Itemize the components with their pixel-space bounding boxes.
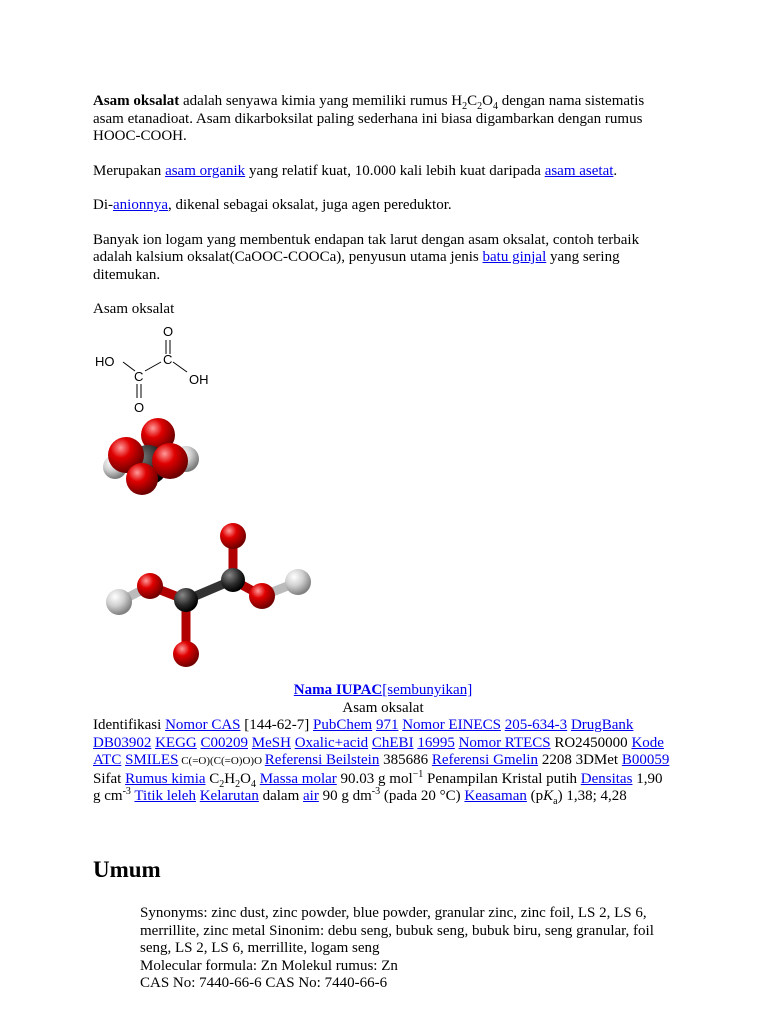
structure-caption: Asam oksalat [93, 301, 175, 317]
value-text: Penampilan Kristal putih [423, 770, 581, 787]
link-kode-atc[interactable]: Kode ATC [93, 734, 664, 768]
subscript: a [553, 796, 558, 807]
smiles-value: C(=O)(C(=O)O)O [178, 755, 265, 767]
synonyms-line: Synonyms: zinc dust, zinc powder, blue powder, granular zinc, zinc foil, LS 2, LS 6, merrillite, zinc metal Sinonim: debu seng, bubuk seng, bubuk biru, seng granular, foil seng, LS 2, LS 6, merrillite, logam seng [140, 905, 654, 956]
ball-and-stick-model-image [102, 522, 318, 672]
paragraph-text: , dikenal sebagai oksalat, juga agen pereduktor. [167, 197, 452, 213]
link-massa-molar[interactable]: Massa molar [259, 770, 337, 787]
paragraph-text: Di- [93, 197, 113, 213]
article-body [93, 93, 673, 319]
intro-text: C [467, 93, 478, 109]
link-keasaman[interactable]: Keasaman [464, 788, 527, 804]
link-asam-organik[interactable]: asam organik [165, 162, 246, 179]
link-densitas[interactable]: Densitas [580, 770, 633, 787]
link-kegg[interactable]: KEGG [155, 734, 197, 751]
formula-text: C [205, 770, 220, 787]
compound-name: Asam oksalat [93, 93, 180, 109]
link-gmelin[interactable]: Referensi Gmelin [431, 752, 539, 768]
paragraph-text: Merupakan [93, 162, 166, 179]
link-3dmet-value[interactable]: B00059 [621, 752, 670, 768]
iupac-header [93, 682, 673, 700]
link-einecs-value[interactable]: 205-634-3 [504, 717, 568, 733]
iupac-name: Asam oksalat [342, 699, 424, 716]
link-mesh-value[interactable]: Oxalic+acid [294, 734, 369, 751]
link-air[interactable]: air [303, 788, 319, 804]
formula-text: O [240, 770, 251, 787]
value-text: 90 g dm [318, 788, 372, 804]
value-text: (pada 20 °C) [380, 788, 465, 804]
cas-number-line: CAS No: 7440-66-6 CAS No: 7440-66-6 [140, 975, 388, 991]
atom-label: C [134, 369, 144, 384]
value-text: RO2450000 [550, 734, 632, 751]
molecular-formula-line: Molecular formula: Zn Molekul rumus: Zn [140, 957, 398, 974]
toggle-hide-link[interactable]: [sembunyikan] [382, 682, 473, 698]
paragraph-text: yang relatif kuat, 10.000 kali lebih kuat daripada [245, 162, 545, 179]
space-filling-model-image [98, 417, 208, 497]
link-mesh[interactable]: MeSH [251, 734, 291, 751]
value-text: dalam [258, 788, 303, 804]
superscript: −1 [412, 768, 424, 780]
intro-text: dengan nama sistematis asam etanadioat. Asam dikarboksilat paling sederhana ini biasa digambarkan dengan rumus HOOC-COOH. [93, 93, 645, 144]
link-kegg-value[interactable]: C00209 [200, 734, 249, 751]
link-rumus-kimia[interactable]: Rumus kimia [125, 770, 206, 787]
label-text: Identifikasi [93, 717, 166, 733]
subscript: 2 [235, 778, 241, 790]
value-text: 385686 [379, 752, 432, 768]
link-asam-asetat[interactable]: asam asetat [544, 162, 614, 179]
link-kelarutan[interactable]: Kelarutan [199, 788, 259, 804]
value-text: 90.03 g mol [336, 770, 413, 787]
umum-section [140, 905, 680, 993]
atom-label: OH [189, 372, 209, 387]
value-text: 2208 3DMet [538, 752, 622, 768]
metal-ion-paragraph [93, 232, 673, 285]
label-text: Sifat [93, 770, 126, 787]
link-batu-ginjal[interactable]: batu ginjal [482, 249, 547, 265]
value-text: [144-62-7] [240, 717, 313, 733]
bond-line [173, 362, 187, 372]
atom-label: O [134, 400, 145, 415]
link-titik-leleh[interactable]: Titik leleh [134, 788, 196, 804]
link-pubchem-value[interactable]: 971 [375, 717, 399, 733]
link-chebi[interactable]: ChEBI [371, 734, 414, 751]
anion-paragraph [93, 197, 673, 215]
link-chebi-value[interactable]: 16995 [417, 734, 455, 751]
superscript: -3 [371, 786, 381, 797]
section-heading-umum: Umum [93, 857, 161, 882]
superscript: -3 [122, 786, 131, 797]
link-beilstein[interactable]: Referensi Beilstein [264, 752, 380, 768]
subscript: 2 [462, 101, 468, 112]
link-anionnya[interactable]: anionnya [113, 197, 168, 213]
link-drugbank[interactable]: DrugBank [570, 717, 634, 733]
intro-text: adalah senyawa kimia yang memiliki rumus H [179, 93, 463, 109]
value-text: (p [530, 788, 544, 804]
paragraph-text: Banyak ion logam yang membentuk endapan tak larut dengan asam oksalat, contoh terbaik adalah kalsium oksalat(CaOOC-COOCa), penyusun utama jenis [93, 231, 640, 265]
link-nama-iupac[interactable]: Nama IUPAC [293, 682, 383, 698]
value-text: K [543, 788, 554, 804]
link-nomor-cas[interactable]: Nomor CAS [165, 717, 241, 733]
link-smiles[interactable]: SMILES [125, 752, 179, 768]
infobox [93, 682, 673, 806]
link-drugbank-value[interactable]: DB03902 [93, 734, 152, 751]
acid-strength-paragraph [93, 163, 673, 181]
intro-text: O [482, 93, 493, 109]
link-rtecs[interactable]: Nomor RTECS [458, 734, 551, 751]
structural-formula-image [93, 322, 223, 417]
atom-label: O [163, 324, 174, 339]
subscript: 4 [250, 778, 256, 790]
link-einecs[interactable]: Nomor EINECS [402, 717, 501, 733]
value-text: 1,90 g cm [93, 770, 663, 804]
atom-label: C [163, 352, 173, 367]
subscript: 4 [492, 101, 498, 112]
value-text: ) 1,38; 4,28 [557, 788, 627, 804]
intro-paragraph [93, 93, 673, 146]
atom-label: HO [95, 354, 115, 369]
subscript: 2 [477, 101, 483, 112]
subscript: 2 [219, 778, 225, 790]
link-pubchem[interactable]: PubChem [313, 717, 373, 733]
formula-text: H [224, 770, 236, 787]
paragraph-text: yang sering ditemukan. [93, 249, 620, 283]
identification-block [93, 717, 673, 806]
bond-line [145, 362, 161, 371]
paragraph-text: . [613, 162, 618, 179]
